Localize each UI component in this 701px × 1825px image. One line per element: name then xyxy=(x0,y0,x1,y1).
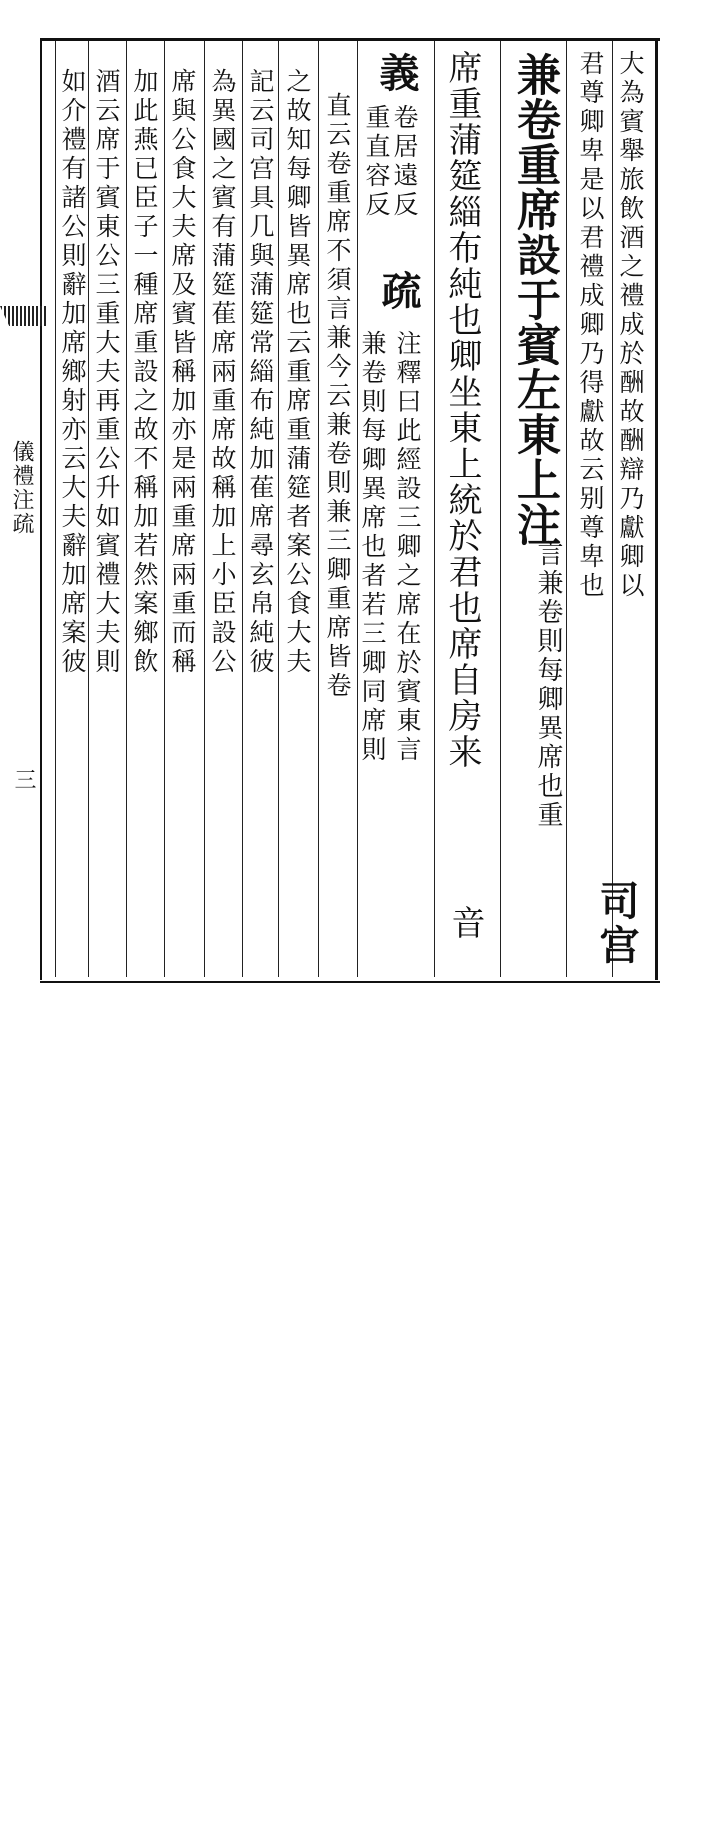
text-column-13: 酒云席于賓東公三重大夫再重公升如賓禮大夫則 xyxy=(92,68,121,677)
left-border-rule xyxy=(40,38,42,980)
column-rule xyxy=(55,41,56,977)
text-column-5: 注釋曰此經設三卿之席在於賓東言 xyxy=(393,330,422,765)
column-rule xyxy=(566,41,567,977)
column-rule xyxy=(434,41,435,977)
column-rule xyxy=(164,41,165,977)
column-rule xyxy=(500,41,501,977)
column-rule xyxy=(278,41,279,977)
text-column-10: 為異國之賓有蒲筵萑席兩重席故稱加上小臣設公 xyxy=(208,68,237,677)
column-rule xyxy=(318,41,319,977)
fish-tail-mark xyxy=(0,306,46,326)
text-column-9: 記云司宫具几與蒲筵常緇布純加萑席尋玄帛純彼 xyxy=(246,68,275,677)
margin-page-number: 三 xyxy=(11,768,36,791)
main-text-column: 兼卷重席設于賓左東上注 xyxy=(509,52,560,547)
pronunciation-note-1: 卷居遠反 xyxy=(390,104,419,220)
text-column-4: 席重蒲筵緇布純也卿坐東上統於君也席自房来 xyxy=(442,50,482,770)
text-column-11: 席與公食大夫席及賓皆稱加亦是兩重席兩重而稱 xyxy=(168,68,197,677)
text-column-2: 君尊卿卑是以君禮成卿乃得獻故云别尊卑也 xyxy=(576,50,605,601)
margin-book-title: 儀禮注疏 xyxy=(9,440,34,536)
column-rule xyxy=(126,41,127,977)
column-rule xyxy=(612,41,613,977)
commentary-gloss: 言兼卷則每卿異席也重 xyxy=(533,540,563,830)
column-rule xyxy=(204,41,205,977)
column-rule xyxy=(242,41,243,977)
section-marker-sigong: 司宫 xyxy=(593,880,640,968)
section-marker-shu: 疏 xyxy=(375,270,422,314)
section-marker-yi: 義 xyxy=(373,52,420,96)
pronunciation-note-2: 重直容反 xyxy=(362,104,391,220)
column-rule xyxy=(88,41,89,977)
text-column-4-end: 音 xyxy=(445,905,485,945)
text-column-14: 如介禮有諸公則辭加席鄉射亦云大夫辭加席案彼 xyxy=(58,68,87,677)
text-column-1: 大為賓舉旅飲酒之禮成於酬故酬辯乃獻卿以 xyxy=(616,50,645,601)
text-column-8: 之故知每卿皆異席也云重席重蒲筵者案公食大夫 xyxy=(283,68,312,677)
text-column-6: 兼卷則每卿異席也者若三卿同席則 xyxy=(358,330,387,765)
right-border-rule xyxy=(655,38,658,980)
text-column-7: 直云卷重席不須言兼今云兼卷則兼三卿重席皆卷 xyxy=(323,92,352,701)
text-column-12: 加此燕已臣子一種席重設之故不稱加若然案鄉飲 xyxy=(130,68,159,677)
